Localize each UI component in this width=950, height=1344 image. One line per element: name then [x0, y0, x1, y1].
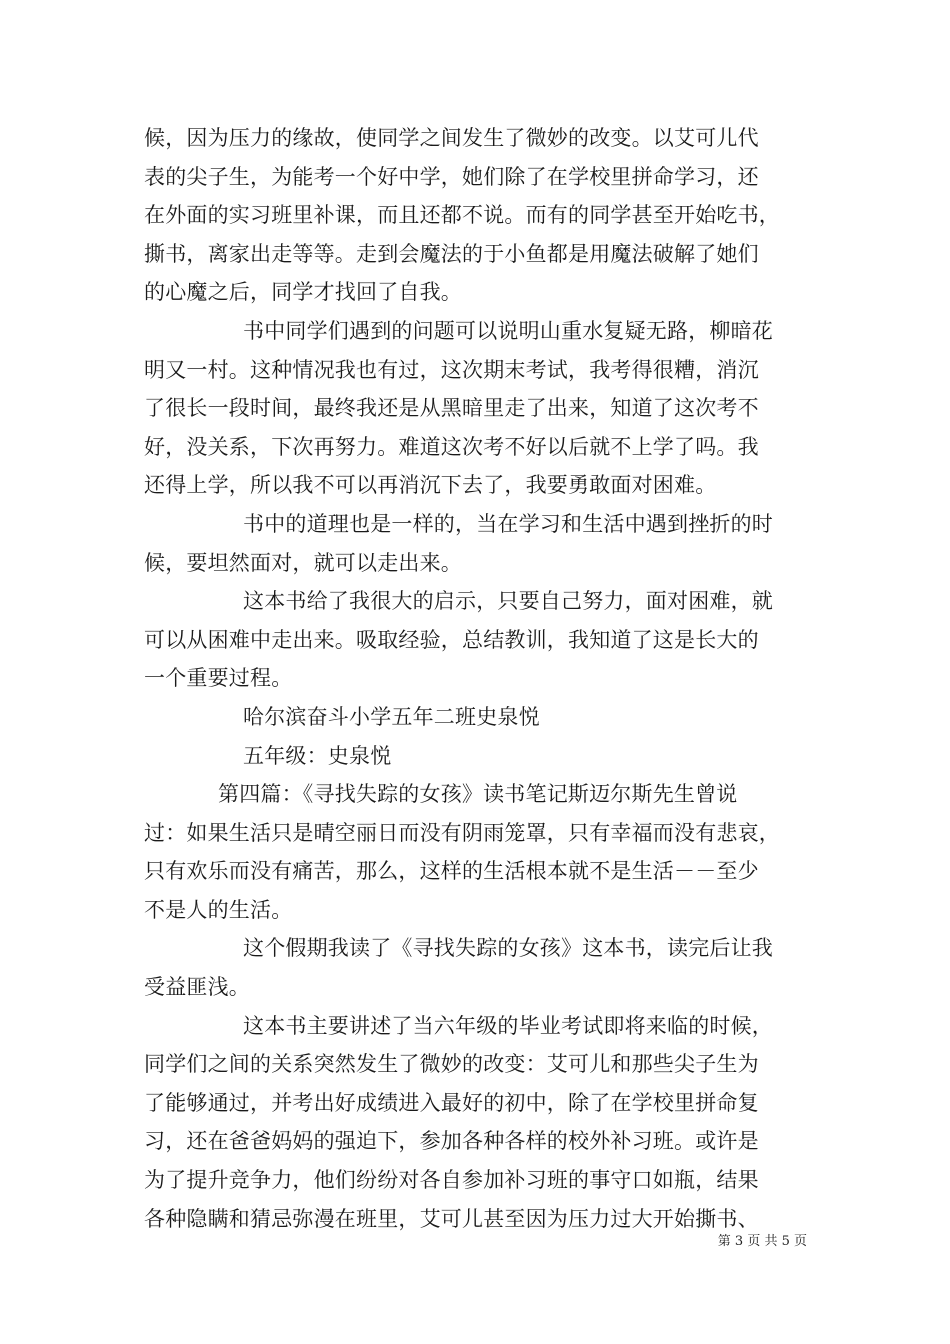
text-line: 不是人的生活。 — [144, 897, 293, 922]
text-line: 书中同学们遇到的问题可以说明山重水复疑无路，柳暗花 — [243, 318, 773, 343]
text-line: 各种隐瞒和猜忌弥漫在班里，艾可儿甚至因为压力过大开始撕书、 — [144, 1206, 759, 1231]
text-line: 这本书主要讲述了当六年级的毕业考试即将来临的时候， — [243, 1013, 773, 1038]
text-line: 明又一村。这种情况我也有过，这次期末考试，我考得很糟，消沉 — [144, 357, 759, 382]
text-line: 同学们之间的关系突然发生了微妙的改变：艾可儿和那些尖子生为 — [144, 1052, 759, 1077]
text-line: 了很长一段时间，最终我还是从黑暗里走了出来，知道了这次考不 — [144, 396, 759, 421]
text-line: 候，要坦然面对，就可以走出来。 — [144, 550, 462, 575]
text-line: 表的尖子生，为能考一个好中学，她们除了在学校里拼命学习，还 — [144, 164, 759, 189]
text-line: 第四篇：《寻找失踪的女孩》读书笔记斯迈尔斯先生曾说 — [218, 782, 738, 807]
text-line: 这本书给了我很大的启示，只要自己努力，面对困难，就 — [243, 589, 773, 614]
text-line: 五年级：史泉悦 — [243, 743, 392, 768]
document-body — [144, 119, 808, 1238]
text-line: 只有欢乐而没有痛苦，那么，这样的生活根本就不是生活－－至少 — [144, 859, 759, 884]
text-line: 为了提升竞争力，他们纷纷对各自参加补习班的事守口如瓶，结果 — [144, 1168, 759, 1193]
text-line: 在外面的实习班里补课，而且还都不说。而有的同学甚至开始吃书， — [144, 203, 780, 228]
text-line: 好，没关系，下次再努力。难道这次考不好以后就不上学了吗。我 — [144, 434, 759, 459]
text-line: 还得上学，所以我不可以再消沉下去了，我要勇敢面对困难。 — [144, 473, 717, 498]
text-line: 候，因为压力的缘故，使同学之间发生了微妙的改变。以艾可儿代 — [144, 126, 759, 150]
text-line: 哈尔滨奋斗小学五年二班史泉悦 — [243, 704, 540, 729]
text-line: 书中的道理也是一样的，当在学习和生活中遇到挫折的时 — [243, 511, 773, 536]
text-line: 了能够通过，并考出好成绩进入最好的初中，除了在学校里拼命复 — [144, 1090, 759, 1115]
page-number-footer: 第 3 页 共 5 页 — [717, 1234, 807, 1249]
text-line: 受益匪浅。 — [144, 975, 250, 1000]
text-line: 过：如果生活只是晴空丽日而没有阴雨笼罩，只有幸福而没有悲哀， — [144, 820, 780, 845]
text-line: 这个假期我读了《寻找失踪的女孩》这本书，读完后让我 — [243, 936, 773, 961]
text-line: 一个重要过程。 — [144, 666, 293, 691]
text-line: 习，还在爸爸妈妈的强迫下，参加各种各样的校外补习班。或许是 — [144, 1129, 759, 1154]
text-line: 的心魔之后，同学才找回了自我。 — [144, 280, 462, 305]
text-line: 撕书，离家出走等等。走到会魔法的于小鱼都是用魔法破解了她们 — [144, 241, 759, 266]
text-line: 可以从困难中走出来。吸取经验，总结教训，我知道了这是长大的 — [144, 627, 759, 652]
